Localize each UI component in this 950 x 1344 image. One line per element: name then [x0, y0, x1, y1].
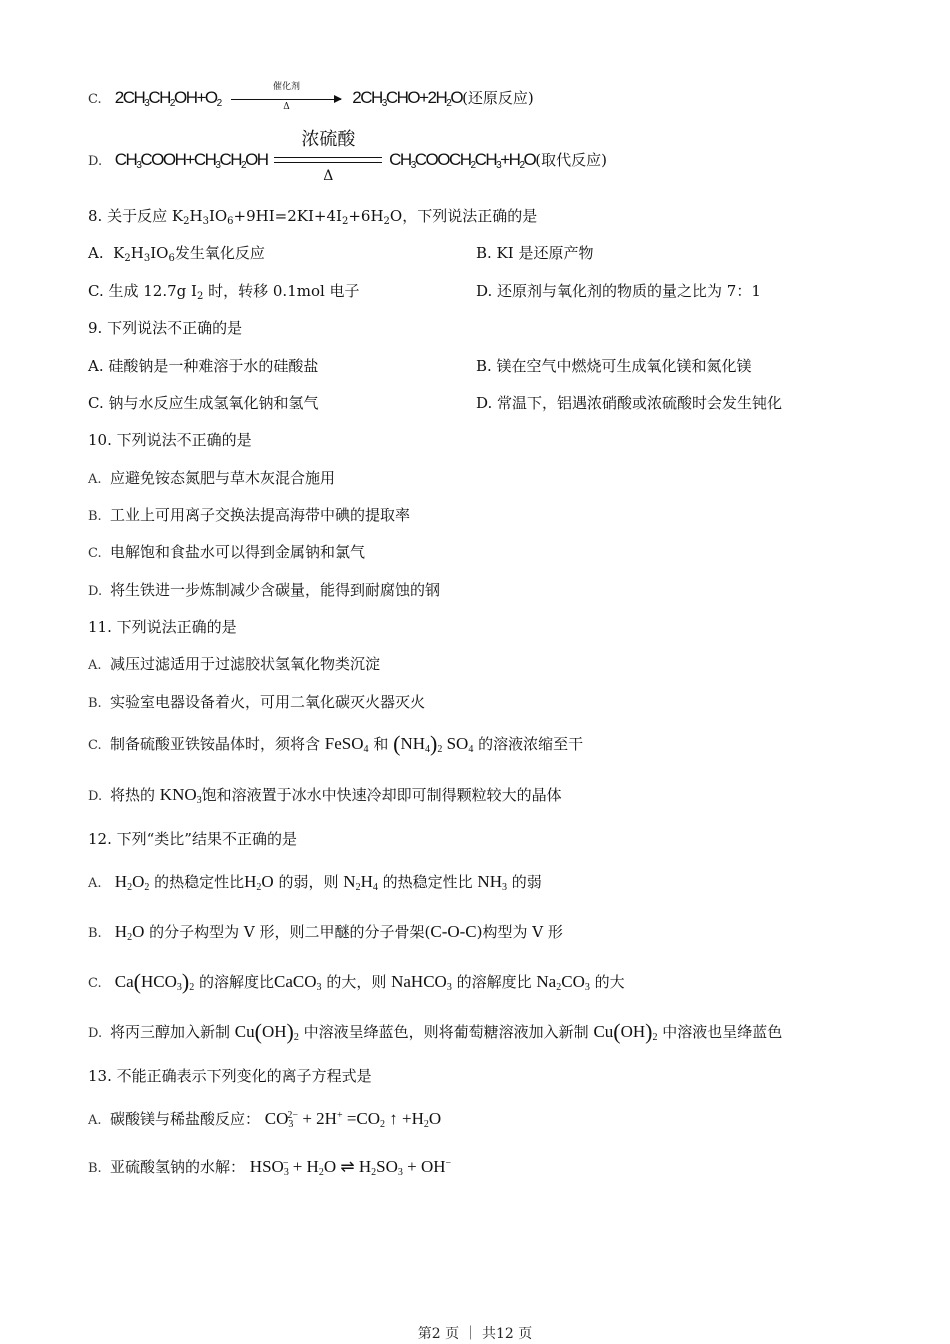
q11-option-b: B. 实验室电器设备着火，可用二氧化碳灭火器灭火 — [88, 693, 426, 711]
q7-option-c — [88, 82, 534, 112]
q12-option-c: C. $Ca(HCO_3)_2$ 的溶解度比CaCO$_3$ 的大，则 NaHCO$_3$ 的溶解度比 $Na_2CO_3$ 的大 — [88, 969, 625, 994]
option-label: C. — [88, 92, 102, 107]
q12-option-a: A. $H_2O_2$ 的热稳定性比$H_2O$ 的弱，则 $N_2H_4$ 的热稳定性比 $NH_3$ 的弱 — [88, 872, 542, 893]
q10-option-b: B. 工业上可用离子交换法提高海带中碘的提取率 — [88, 506, 411, 524]
q13-stem: 13. 不能正确表示下列变化的离子方程式是 — [88, 1067, 372, 1085]
q8-stem: 8. 关于反应 $K_2H_3IO_6+9HI=2KI+4I_2+6H_2O$，下列说法正确的是 — [88, 207, 538, 227]
products: $2CH_3CHO+2H_2O$ — [352, 88, 463, 109]
q10-option-d: D. 将生铁进一步炼制减少含碳量，能得到耐腐蚀的钢 — [88, 581, 441, 599]
q13-option-a: A. 碳酸镁与稀盐酸反应： $CO_3^{2-} + 2H^+ =CO_2$ ↑ $+H_2O$ — [88, 1109, 442, 1130]
reactants: $2CH_3CH_2OH+O_2$ — [114, 88, 221, 109]
q10-option-c: C. 电解饱和食盐水可以得到金属钠和氯气 — [88, 543, 366, 561]
q12-option-b: B. $H_2O$ 的分子构型为 V 形，则二甲醚的分子骨架(C-O-C)构型为 V 形 — [88, 922, 563, 943]
reaction-type: (还原反应) — [462, 89, 534, 107]
q8-option-a: A. $K_2H_3IO_6$发生氧化反应 — [88, 244, 265, 264]
q11-option-d: D. 将热的 $KNO_3$饱和溶液置于冰水中快速冷却即可制得颗粒较大的晶体 — [88, 785, 562, 806]
q13-option-b: B. 亚硫酸氢钠的水解： $HSO_3^- + H_2O$ ⇌ $H_2SO_3 + OH^-$ — [88, 1157, 452, 1178]
products: $CH_3COOCH_2CH_3+H_2O$ — [389, 150, 536, 171]
reaction-arrow: 催化剂 Δ — [231, 89, 341, 109]
q9-stem: 9. 下列说法不正确的是 — [88, 319, 243, 337]
q9-option-c: C. 钠与水反应生成氢氧化钠和氢气 — [88, 394, 319, 412]
q12-option-d: D. 将丙三醇加入新制 $Cu(OH)_2$ 中溶液呈绛蓝色，则将葡萄糖溶液加入新制 $Cu(OH)_2$ 中溶液也呈绛蓝色 — [88, 1019, 783, 1044]
q10-option-a: A. 应避免铵态氮肥与草木灰混合施用 — [88, 469, 336, 487]
option-label: D. — [88, 154, 103, 169]
page-footer: 第2 页 ｜ 共12 页 — [417, 1326, 533, 1342]
equilibrium-arrow: 浓硫酸 Δ — [274, 156, 382, 166]
reaction-type: (取代反应) — [535, 151, 607, 169]
q12-stem: 12. 下列“类比”结果不正确的是 — [88, 830, 297, 848]
q8-option-d: D. 还原剂与氧化剂的物质的量之比为 7：1 — [476, 282, 761, 300]
q7-option-d — [88, 129, 607, 184]
q8-option-c: C. 生成 12.7g $I_2$ 时，转移 0.1mol 电子 — [88, 282, 360, 302]
q11-option-c: C. 制备硫酸亚铁铵晶体时，须将含 FeSO$_4$ 和 $(NH_4)_2$ $SO_4$ 的溶液浓缩至干 — [88, 731, 584, 756]
q11-stem: 11. 下列说法正确的是 — [88, 618, 237, 636]
reaction-equation: $K_2H_3IO_6+9HI=2KI+4I_2+6H_2O$ — [171, 207, 403, 227]
q11-option-a: A. 减压过滤适用于过滤胶状氢氧化物类沉淀 — [88, 655, 381, 673]
q9-option-b: B. 镁在空气中燃烧可生成氧化镁和氮化镁 — [476, 357, 752, 375]
reactants: $CH_3COOH+CH_3CH_2OH$ — [114, 150, 268, 171]
q9-option-d: D. 常温下，铝遇浓硝酸或浓硫酸时会发生钝化 — [476, 394, 783, 412]
q8-option-b: B. KI 是还原产物 — [476, 244, 594, 262]
q9-option-a: A. 硅酸钠是一种难溶于水的硅酸盐 — [88, 357, 319, 375]
q10-stem: 10. 下列说法不正确的是 — [88, 431, 252, 449]
